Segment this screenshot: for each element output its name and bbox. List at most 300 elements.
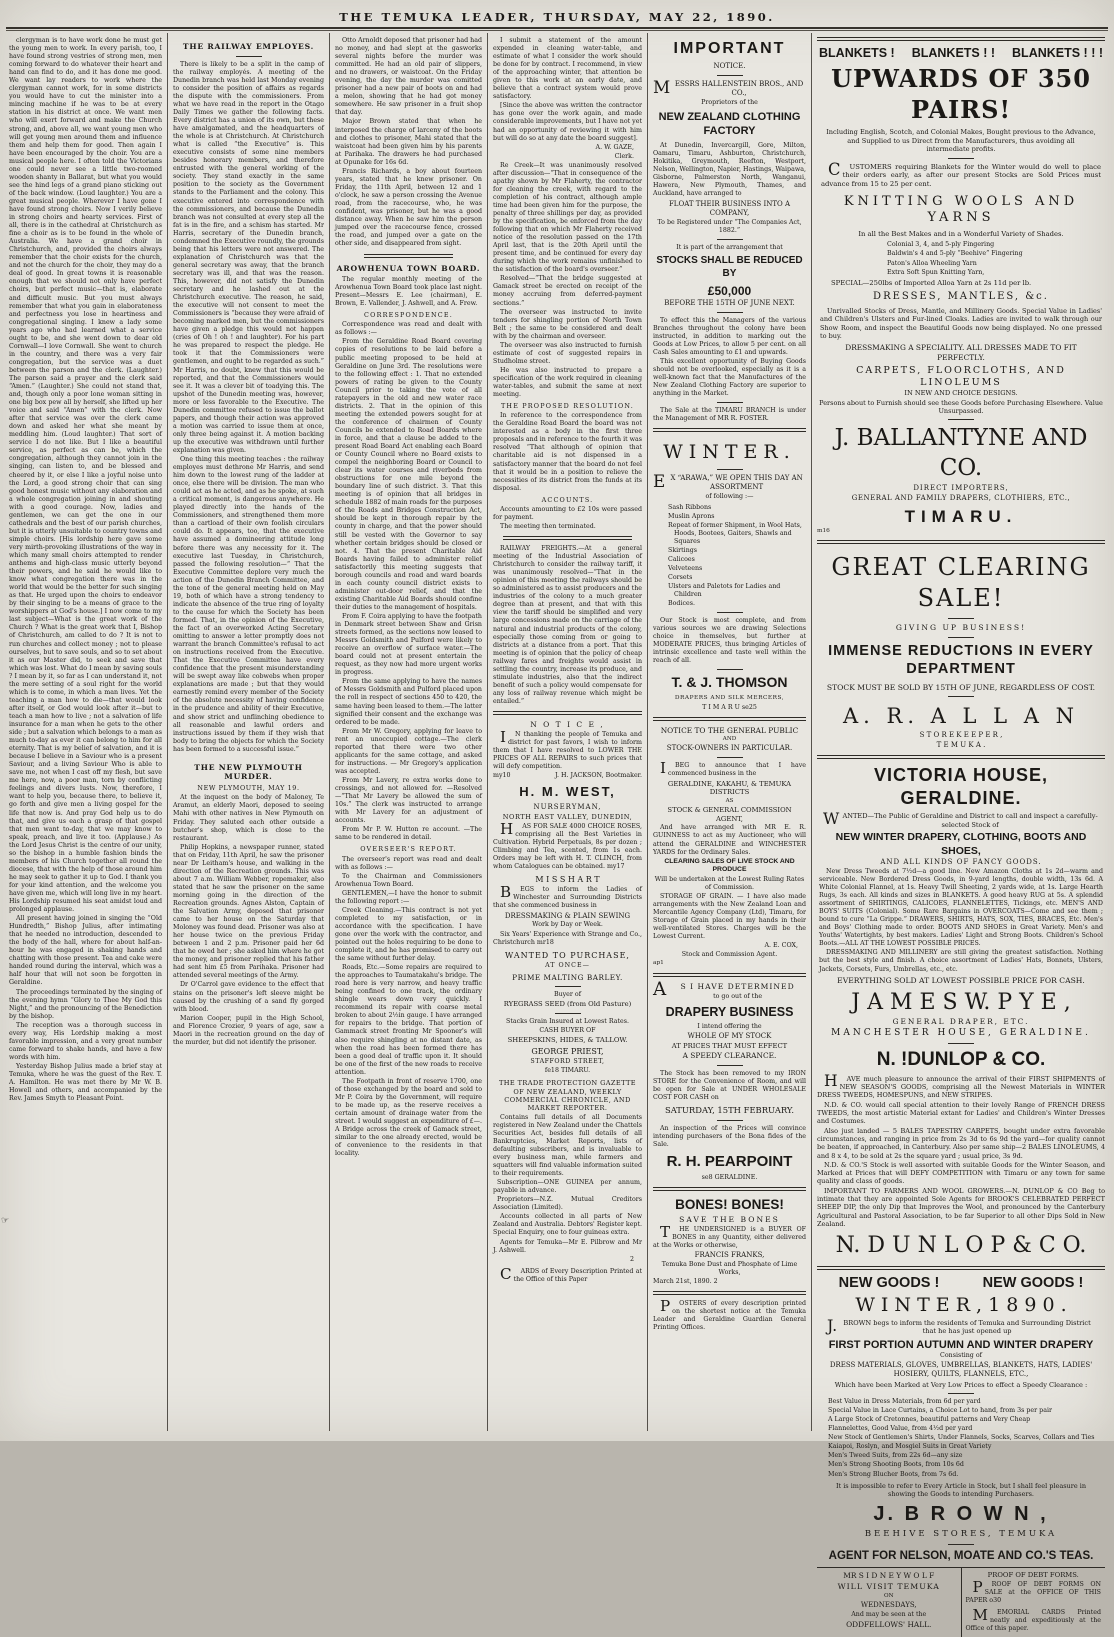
ad-date: March 21st, 1890. 2 xyxy=(653,1278,718,1286)
ad-line: STOCK & GENERAL COMMISSION AGENT, xyxy=(667,806,792,823)
ad-line: AGENT FOR NELSON, MOATE AND CO.'S TEAS. xyxy=(828,1549,1094,1562)
ad-line: AS xyxy=(725,797,734,804)
ad-line: Will be undertaken at the Lowest Ruling Rates of Commission. xyxy=(654,875,805,892)
paragraph: The reception was a thorough success in every way, His Lordship making a most favorable impression, and a very great number came forward to shake hands, and have a few words with him. xyxy=(9,1021,162,1061)
ad-rule xyxy=(948,1544,974,1545)
bottom-ads-row xyxy=(817,1567,1105,1637)
ad-line: BEEHIVE STORES, TEMUKA xyxy=(864,1528,1058,1539)
proposed-resolution xyxy=(493,412,642,492)
ad-body: DRESSMAKING AND MILLINERY are still giving the greatest satisfaction. Nothing but the best style and finish. A choice assortment of Ladies' Hats, Bonnets, Ulsters, Jackets, Corsets, Furs, Umbrellas, etc., etc. xyxy=(819,949,1103,973)
ad-body: HAVE much pleasure to announce the arrival of their FIRST SHIPMENTS of NEW SEASON'S GOODS, comprising all the Newest Materials in WINTER DRESS TWEEDS, HOMESPUNS, and NEW STRIPES. xyxy=(817,1071,1105,1100)
ad-headline: N. !DUNLOP & CO. xyxy=(876,1049,1046,1071)
ad-rule xyxy=(948,696,974,697)
paragraph: The overseer was instructed to invite tenders for shingling portion of North Town Belt ; the same to be considered and dealt with by the chairman and overseer. xyxy=(493,308,642,340)
ad-line: SAVE THE BONES xyxy=(679,1215,780,1225)
paragraph: All present having joined in singing the “Old Hundredth,” Bishop Julius, after intimating that he needed no introduction, descended to the body of the hall, where for about half-an-hour he was engaged in shaking hands and chatting with those present. Tea and cake were handed round during the interval, which was a half hour that will not soon be forgotten in Geraldine. xyxy=(9,915,162,987)
ad-rule xyxy=(717,1120,743,1121)
paragraph: Bodices. xyxy=(668,600,695,608)
paragraph: Dr O'Carrol gave evidence to the effect that stains on the prisoner's left sleeve might be caused by the crushing of a sand fly gorged with blood. xyxy=(173,981,324,1013)
ad-place: T E M U K A . xyxy=(936,741,986,750)
ad-line: CLEARING SALES OF LIVE STOCK AND PRODUCE xyxy=(664,857,795,874)
ad-line: It is impossible to refer to Every Article in Stock, but I shall feel pleasure in showing the Goods to intending Purchasers. xyxy=(835,1481,1087,1498)
column-4 xyxy=(488,33,648,1431)
ad-rule xyxy=(717,312,743,313)
ad-name: M I S S H A R T xyxy=(535,875,600,885)
ad-line: ON xyxy=(884,1592,894,1599)
ad-heading: NEW WINTER DRAPERY, CLOTHING, BOOTS AND SHOES, xyxy=(835,831,1087,857)
paragraph: The overseer was also instructed to furnish estimate of cost of suggested repairs in Studholme street. xyxy=(493,341,642,365)
ad-name: J. BALLANTYNE AND CO. xyxy=(834,425,1088,481)
section-rule xyxy=(653,1291,806,1295)
paragraph: From F. Coira applying to have the footpath in Denmark street between Shaw and Grisn streets formed, as the sections now leased to Messrs Goldsmith and Pulford were likely to receive an overflow of surface water.—The board could not at present entertain the request, as they now had more urgent works in progress. xyxy=(335,613,482,677)
ad-line: Work by Day or Week. xyxy=(532,921,603,929)
article-heading: THE RAILWAY EMPLOYES. xyxy=(182,42,315,51)
column-3 xyxy=(330,33,488,1431)
paragraph: Correspondence was read and dealt with as follows :— xyxy=(335,321,482,337)
ad-heading: WINTER. xyxy=(663,441,796,464)
ad-heading: NOTICE TO THE GENERAL PUBLIC xyxy=(660,725,799,735)
paragraph: There is likely to be a split in the camp of the railway employés. A meeting of the Dunedin branch was held last Monday evening to consider the position of affairs as regards the dispute with the commissioners. From what we have read in the report in the Otago Daily Times we gather the following facts. Every district has a union of its own, but these have amalgamated, and the headquarters of the whole is at Christchurch. At Christchurch what is called “the Executive” is. This executive consists of some nine members besides honorary members, and therefore entrusted with the general working of the society. They stand exactly in the same position to the society as the Government stands to the Parliament and the colony. This executive entered into correspondence with the commissioners, and because the Dunedin branch was not consulted at every step all the fat is in the fire, and a schism has started. Mr Harris, secretary of the Dunedin branch, condemned the Executive roundly, the grounds being that his letters were not answered. The explanation of Christchurch was that the general secretary was away, that the branch secretary was ill, and that was the reason. This, however, did not satisfy the Dunedin secretary and he lashed out at the Christchurch executive. The reason, he said, the executive will not consent to meet the Commissioners is “because they were afraid of becoming marked men, but the commissioners have given a pledge this would not happen (cries of Oh ! oh ! and laughter). For his part he was prepared to respect the pledge. He took it that the Commissioners were gentlemen, and ought to be regarded as such.” Mr Harris, no doubt, knew that this would be reported, and that the Commissioners would see it. It was a clever bit of toadying this. The upshot of the Dunedin meeting was, however, more or less favorable to the Executive. The Dunedin committee refused to issue the ballot papers, and though their action was approved a motion was carried to issue them at once, only three being against it. A motion backing up the executive was withdrawn until further explanation was given. xyxy=(173,60,324,454)
ad-rule xyxy=(717,1065,743,1066)
column-1 xyxy=(4,33,168,1431)
ad-rule xyxy=(717,75,743,76)
ad-line: to go out of the xyxy=(713,992,763,1000)
ad-line: Which have been Marked at Very Low Prices to effect a Speedy Clearance : xyxy=(834,1380,1088,1389)
ballantyne-ad xyxy=(817,46,1105,535)
paragraph: Yesterday Bishop Julius made a brief stay at Temuka, where he was the guest of the Rev. T. A. Hamilton. He was met there by Mr W. B. Howell and others, and accompanied by the Rev. James Smyth to Pleasant Point. xyxy=(9,1062,162,1103)
ad-line: AND xyxy=(722,736,737,743)
ad-line: SHEEPSKINS, HIDES, & TALLOW. xyxy=(507,1036,628,1045)
brown-newgoods-ad xyxy=(817,1275,1105,1564)
paragraph: Corsets xyxy=(668,574,693,582)
paragraph: Resolved—“That the bridge suggested at Gamack street be erected on receipt of the money accruing from deferred-payment sections.” xyxy=(493,275,642,307)
blankets-row xyxy=(819,46,1103,60)
accounts xyxy=(493,506,642,531)
ad-heading: IMMENSE REDUCTIONS IN EVERY DEPARTMENT xyxy=(828,642,1094,678)
cox-agent-ad xyxy=(653,726,806,968)
ad-line: Temuka Bone Dust and Phosphate of Lime Works, xyxy=(661,1261,798,1277)
ad-name: J. B R O W N , xyxy=(873,1503,1049,1526)
ad-line: Six Years' Experience with Strange and Co., Christchurch mr18 xyxy=(493,930,642,946)
paragraph: Extra Soft Spun Knitting Yarn, xyxy=(887,269,985,277)
paragraph: The regular monthly meeting of the Arowhenua Town Board took place last night. Present—Messrs E. Lee (chairman), E. Brown, E. Vallender, J. Ashwell, and A. Frew. xyxy=(335,275,482,308)
paragraph: Otto Arnoldt deposed that prisoner had had no money, and had slept at the gasworks several nights before the murder was committed. He had an old pair of slippers, and no drawers, or waistcoat. On the Friday evening, the day the murder was comitted prisoner had a new pair of boots on and had a melon, showing that he had got money somewhere. He saw prisoner in a fruit shop that day. xyxy=(335,37,482,117)
subheading: OVERSEER'S REPORT. xyxy=(360,845,457,854)
ad-line: STAFFORD STREET, xyxy=(530,1057,605,1065)
ad-line: FLOAT THEIR BUSINESS INTO A COMPANY, xyxy=(668,199,791,217)
dateline: NEW PLYMOUTH, MAY 19. xyxy=(197,784,300,793)
overseers-report xyxy=(335,873,482,1159)
ad-amount: £50,000 xyxy=(707,283,752,298)
paragraph: Sash Ribbons xyxy=(668,503,712,511)
ad-line: I intend offering the xyxy=(697,1022,762,1030)
ad-line: CASH BUYER OF xyxy=(539,1027,596,1035)
section-rule xyxy=(817,37,1105,41)
ad-body: And have arranged with MR E. R. GUINNESS to act as my Auctioneer, who will attend the GERALDINE and WINCHESTER YARDS for the Ordinary Sales. xyxy=(653,824,806,856)
paragraph: Muslin Aprons xyxy=(668,512,715,520)
ad-line: WANTED—The Public of Geraldine and District to call and inspect a carefully-selected Stock of xyxy=(823,809,1098,829)
ad-line: DRESSMAKING & PLAIN SEWING xyxy=(504,911,631,920)
ad-line: It is part of the arrangement that xyxy=(676,243,783,251)
ad-body: THE UNDERSIGNED is a BUYER OF BONES in any Quantity, either delivered at the Works or otherwise, xyxy=(653,1223,806,1250)
jackson-notice-ad xyxy=(493,720,642,780)
ad-line: EX “ARAWA,” WE OPEN THIS DAY AN ASSORTMENT xyxy=(653,470,803,491)
paragraph: The overseer's report was read and dealt with as follows :— xyxy=(335,855,482,871)
ad-ref: ap1 xyxy=(653,960,664,967)
ad-date: SATURDAY, 15TH FEBRUARY. xyxy=(664,1104,795,1115)
paragraph: To the Chairman and Commissioners Arowhenua Town Board. xyxy=(335,872,482,888)
inquest-continued xyxy=(335,37,482,248)
ad-body: Accounts collected in all parts of New Zealand and Australia. Debtors' Register kept. Special Enquiry, one to four guineas extra. xyxy=(493,1213,642,1237)
paragraph: Repeat of former Shipment, in Wool Hats, Hoods, Bootees, Gaiters, Shawls and Squares xyxy=(668,521,802,545)
ad-line: BLANKETS ! xyxy=(819,46,895,60)
ad-ref: m16 xyxy=(817,528,830,535)
ad-rule xyxy=(717,402,743,403)
ad-line: GENERAL AND FAMILY DRAPERS, CLOTHIERS, ETC., xyxy=(851,494,1071,503)
pointing-hand-icon: ☞ xyxy=(1,1216,10,1226)
ad-line: And may be seen at the xyxy=(851,1610,927,1618)
ad-rule xyxy=(717,469,743,470)
subheading: THE PROPOSED RESOLUTION. xyxy=(500,402,635,411)
ad-name: N. D U N L O P & C O. xyxy=(835,1233,1087,1259)
ad-body: IMPORTANT TO FARMERS AND WOOL GROWERS.—N. DUNLOP & CO Beg to intimate that they are appointed Sole Agents for BROOK'S CELEBRATED PERFECT SHEEP DIP, the only Dip that Improves the Wool, and pronounced by the Canterbury Agricultural and Pastoral Association, to be far Superior to all other Dips Sold in New Zealand. xyxy=(817,1186,1105,1229)
column-5 xyxy=(648,33,812,1431)
ad-body: IN thanking the people of Temuka and district for past favors, I wish to inform them that I have resolved to LOWER THE PRICES OF ALL REPAIRS to such prices that will defy competition. xyxy=(493,727,642,770)
ad-line: To be Registered under “The Companies Act, 1882.” xyxy=(657,218,802,234)
ad-rule xyxy=(717,239,743,240)
subheading: CORRESPONDENCE. xyxy=(364,311,453,320)
ad-heading: KNITTING WOOLS AND YARNS xyxy=(843,193,1079,226)
ad-rule xyxy=(948,1393,974,1394)
paragraph: The proceedings terminated by the singing of the evening hymn “Glory to Thee My God this Night,” and the pronouncing of the Benediction by the bishop. xyxy=(9,988,162,1020)
ad-line: In all the Best Makes and in a Wonderful Variety of Shades. xyxy=(858,230,1064,239)
paragraph: Skirtings xyxy=(668,546,698,554)
signature-role: Clerk. xyxy=(614,152,634,160)
ad-body: MEMORIAL CARDS Printed neatly and expeditiously at the Office of this paper. xyxy=(965,1606,1101,1633)
ad-name: FRANCIS FRANKS, xyxy=(694,1251,765,1260)
thomson-winter-ad xyxy=(653,440,806,711)
ad-name: MR S I D N E Y W O L F xyxy=(843,1571,935,1581)
goods-list xyxy=(817,1398,1105,1478)
ad-line: STOCK MUST BE SOLD BY 15TH OF JUNE, REGARDLESS OF COST. xyxy=(826,682,1096,692)
ad-line: Stacks Grain Insured at Lowest Rates. xyxy=(506,1017,629,1025)
paragraph: Major Brown stated that when he interposed the charge of larceny of the boots and clothes to prisoner, Mahi stated that the waistcoat had been given him by his parents at Parihaka. The drawers he had purchased at Opunake for 16s 6d. xyxy=(335,118,482,166)
winter-item-list xyxy=(653,504,806,609)
ad-headline: VICTORIA HOUSE, GERALDINE. xyxy=(873,765,1049,809)
ad-line: T I M A R U se25 xyxy=(702,703,757,711)
ad-body: The Stock has been removed to my IRON STORE for the Convenience of Room, and will be open for Sale at UNDER WHOLESALE COST FOR CASH on xyxy=(653,1069,806,1101)
ad-line: Proprietors—N.Z. Mutual Creditors Association (Limited). xyxy=(493,1196,642,1212)
paragraph: Calicoes xyxy=(668,555,695,563)
paragraph: Flannelettes, Good Value, from 4½d per yard xyxy=(828,1425,973,1433)
ad-rule xyxy=(717,669,743,670)
paragraph: A Large Stock of Cretonnes, beautiful patterns and Very Cheap xyxy=(828,1416,1031,1424)
board-resolutions xyxy=(493,162,642,399)
ad-place: MANCHESTER HOUSE, GERALDINE. xyxy=(831,1027,1091,1038)
paragraph: Men's Strong Shooting Boots, from 10s 6d xyxy=(828,1461,964,1469)
ad-name: T. & J. THOMSON xyxy=(671,674,788,691)
ad-line: DRESS MATERIALS, GLOVES, UMBRELLAS, BLANKETS, HATS, LADIES' HOSIERY, QUILTS, FLANNELS, ETC., xyxy=(829,1360,1093,1378)
ad-line: GERALDINE, KAKAHU, & TEMUKA DISTRICTS xyxy=(667,779,792,797)
ad-heading: DRESSES, MANTLES, &c. xyxy=(873,291,1049,303)
ad-name: J A M E S W. P Y E , xyxy=(851,990,1071,1016)
paragraph: Roads, Etc.—Some repairs are required to the approaches to Taumatakahu's bridge. The road here is very narrow, and heavy traffic being confined to one track, the ordinary shingle wears down very quickly. I recommend its repair with coarse metal broken to about 2½in gauge. I have arranged for repairs to the bridge. That portion of Gammack street fronting Mr Spooner's will also require shingling at no distant date, as when the road has been formed there has been a good deal of traffic upon it. It should be one of the first of the new roads to receive attention. xyxy=(335,964,482,1076)
wanted-purchase-ad xyxy=(493,951,642,1075)
ad-body: The Sale at the TIMARU BRANCH is under the Management of MR R. FOSTER. xyxy=(653,407,806,423)
masthead-rule xyxy=(6,27,1108,31)
column-6 xyxy=(812,33,1110,1633)
ad-ref: 2 xyxy=(629,1255,634,1263)
ad-line: AT PRICES THAT MUST EFFECT xyxy=(671,1041,788,1050)
ad-line: GENERAL DRAPER, ETC. xyxy=(892,1017,1030,1027)
ad-line: Subscription—ONE GUINEA per annum, payable in advance. xyxy=(493,1179,642,1195)
ad-body: PROOF OF DEBT FORMS ON SALE at the OFFICE OF THIS PAPER o30 xyxy=(965,1578,1101,1605)
ad-body: To effect this the Managers of the various Branches throughout the colony have been instructed, in addition to marking out the Goods at Low Prices, to allow 5 per cent. on all Cash Sales amounting to £1 and upwards. xyxy=(653,316,806,356)
ad-body: BEGS to inform the Ladies of Winchester and Surrounding Districts that she commenced business in xyxy=(493,883,642,910)
ad-line: DRAPERS AND SILK MERCERS, xyxy=(674,695,785,702)
paragraph: Ulsters and Paletots for Ladies and Children xyxy=(668,583,781,599)
ad-headline: GREAT CLEARING SALE! xyxy=(831,553,1091,613)
ad-body: IBEG to announce that I have commenced business in the xyxy=(660,759,806,778)
ad-line: WHOLE OF MY STOCK xyxy=(687,1031,772,1040)
columns xyxy=(4,33,1114,1633)
paragraph: From the same applying to have the names of Messrs Goldsmith and Pulford placed upon the roll in respect of sections 450 to 420, the same having been leased to them.—The latter signified their consent and the exchange was ordered to be made. xyxy=(335,678,482,726)
paragraph: Velveteens xyxy=(668,564,703,572)
ad-name: R. H. PEARPOINT xyxy=(666,1152,793,1170)
paragraph: From Mr Lavery, re extra works done to crossings, and not allowed for. —Resolved—“That Mr Lavery be allowed the sum of 10s.” The clerk was instructed to arrange with Mr Lavery for an adjustment of accounts. xyxy=(335,776,482,825)
ad-place: ODDFELLOWS' HALL. xyxy=(846,1619,932,1629)
ad-signature: A. E. COX, xyxy=(764,942,798,950)
ad-rule xyxy=(948,419,974,420)
article-heading: AROWHENUA TOWN BOARD. xyxy=(336,264,481,274)
ad-line: AND ALL KINDS OF FANCY GOODS. xyxy=(880,857,1042,866)
paragraph: Baldwin's 4 and 5-ply “Beehive” Fingering xyxy=(887,250,1023,258)
pearpoint-ad xyxy=(653,978,806,1182)
ad-heading: WANTED TO PURCHASE, xyxy=(505,950,630,960)
paragraph: Francis Richards, a boy about fourteen years, stated that he knew prisoner. On Friday, the 11th April, between 12 and 1 o'clock, he saw a person crossing the Avenue road, from the racecourse, who, he was confident, was prisoner, but he was a good distance away. When he saw him the person jumped over the racecourse fence, crossed the road, and jumped over a gate on the other side, and disappeared from sight. xyxy=(335,167,482,248)
paragraph: New Stock of Gentlemen's Shirts, Under Flannels, Socks, Scarves, Collars and Ties xyxy=(828,1434,1095,1442)
ad-line: Including English, Scotch, and Colonial Makes, Bought previous to the Advance, and Supplied to us Direct from the Manufacturers, thus avoiding all intermediate profits. xyxy=(826,128,1096,154)
ad-line: RYEGRASS SEED (from Old Pasture) xyxy=(503,1000,632,1009)
paragraph: Accounts amounting to £2 10s were passed for payment. xyxy=(493,505,642,521)
paragraph: I submit a statement of the amount expended in cleaning water-table, and estimate of what I consider the work should be done for by contract. I recommend, in view of the approaching winter, that attention be given to this work at an early date, and believe that a contract system would prove satisfactory. xyxy=(493,37,642,101)
ad-rule xyxy=(948,1043,974,1044)
sidney-wolf-ad xyxy=(817,1568,962,1637)
ad-heading: BONES! BONES! xyxy=(675,1197,784,1213)
cards-notice: CARDS of Every Description Printed at the Office of this Paper xyxy=(500,1264,642,1283)
ad-rule xyxy=(717,612,743,613)
section-rule xyxy=(653,428,806,432)
ad-ref: my10 xyxy=(493,771,511,779)
paragraph: He was also instructed to prepare a specification of the work required in cleaning water-tables, and submit the same at next meeting. xyxy=(493,366,642,399)
ad-headline: UPWARDS OF 350 PAIRS! xyxy=(831,64,1091,124)
ad-line: Consisting of xyxy=(940,1351,982,1359)
ad-line: BLANKETS ! ! xyxy=(911,46,996,60)
ad-heading: STOCK-OWNERS IN PARTICULAR. xyxy=(666,744,793,753)
ad-heading: FIRST PORTION AUTUMN AND WINTER DRAPERY xyxy=(828,1338,1094,1351)
ad-line: Agents for Temuka—Mr E. Pilbrow and Mr J. Ashwell. xyxy=(493,1238,642,1254)
section-rule xyxy=(817,755,1105,759)
ad-name: H. M. WEST, xyxy=(519,783,616,799)
ad-line: BLANKETS ! ! ! xyxy=(1012,46,1103,60)
paragraph: From the Geraldine Road Board covering copies of resolutions to be laid before a public meeting proposed to be held at Geraldine on June 3rd. The resolutions were to the following effect : 1. That no extended powers of rating be given to the County Council prior to taking the vote of all ratepayers in the old and new water race districts. 2. That in the opinion of this meeting the extended powers sought for at the conference of chairmen of County Councils be extended to Road Boards where in force, and that a clause be added to the present Road Board Act enabling each Board or County Council where no Board exists to compel the neighboring Board or Council to clear its water courses and riverbeds from obstructions for one mile beyond the boundary line of such district. 3. That this meeting is of opinion that all bridges in schedule 1882 of main roads for the purposes of the Roads and Bridges Construction Act, should be kept in thorough repair by the county in charge, and that the power should still be vested with the Governor to say whether certain bridges should be closed or not. 4. That the present Charitable Aid Boards having failed to administer relief satisfactorily this meeting suggests that borough councils and road and ward boards in each county council district exists to administer out-door relief, and that the existing Charitable Aid Boards should confine their duties to the management of hospitals. xyxy=(335,338,482,611)
ad-line: NURSERYMAN, xyxy=(533,803,602,812)
paragraph: The meeting then terminated. xyxy=(500,523,596,530)
ad-heading: PROOF OF DEBT FORMS. xyxy=(987,1571,1079,1580)
ad-heading: N O T I C E , xyxy=(530,719,605,729)
paragraph: From Mr P. W. Hutton re account. —The same to be rendered in detail. xyxy=(335,826,482,842)
hallenstein-ad xyxy=(653,39,806,423)
ad-rule xyxy=(948,158,974,159)
trade-gazette-ad xyxy=(493,1079,642,1264)
paragraph: From Mr W. Gregory, applying for leave to rent an unoccupied cottage.—The clerk reported that there were two other applicants for the same cottage, and asked for instructions. — Mr Gregory's application was accepted. xyxy=(335,727,482,775)
paragraph: Special Value in Lace Curtains, a Choice Lot to hand, from 3s per pair xyxy=(828,1407,1052,1415)
section-rule xyxy=(364,254,452,258)
ad-line: Persons about to Furnish should see these Goods before Purchasing Elsewhere. Value Unsurpassed. xyxy=(819,398,1103,416)
ad-rule xyxy=(555,1013,581,1014)
ad-body: N.D. & CO.'S Stock is well assorted with suitable Goods for the Winter Season, and Marked at Prices that will DEFY COMPETITION with Timaru or any town for same quality and class of goods. xyxy=(817,1160,1105,1186)
correspondence xyxy=(335,338,482,842)
railway-employes-article xyxy=(173,61,324,754)
allan-clearing-ad xyxy=(817,552,1105,750)
ad-line: AS I HAVE DETERMINED xyxy=(653,978,795,1000)
ad-line: PRIME MALTING BARLEY. xyxy=(512,972,623,982)
ad-body: Also just landed — 5 BALES TAPESTRY CARPETS, bought under extra favorable circumstances, and ranging in price from 2s 3d to 6s 9d the yard—for quality cannot be beaten, if approached, in Canterbury. Also per same ship—2 BALES LINOLEUMS, 4 and 8 x 4, to be sold at 2s the square yard ; usual price, 3s 9d. xyxy=(817,1126,1105,1160)
ad-line: MESSRS HALLENSTEIN BROS., AND CO., xyxy=(653,77,804,98)
ad-rule xyxy=(948,618,974,619)
ad-rule xyxy=(555,986,581,987)
new-plymouth-murder-article xyxy=(173,794,324,1046)
ad-rule xyxy=(948,637,974,638)
section-rule xyxy=(653,1187,806,1191)
section-rule xyxy=(817,1266,1105,1270)
ad-line: Buyer of xyxy=(553,991,582,999)
ad-line: J.BROWN begs to inform the residents of Temuka and Surrounding District that he has just opened up xyxy=(827,1315,1091,1336)
ad-line: GIVING UP BUSINESS! xyxy=(895,622,1027,632)
ad-name: NEW ZEALAND CLOTHING FACTORY xyxy=(658,111,801,138)
column-2 xyxy=(168,33,330,1431)
report-continued xyxy=(493,37,642,143)
paragraph: GENTLEMEN,—I have the honor to submit the following report :— xyxy=(335,889,482,905)
ad-line: S T O R E K E E P E R , xyxy=(919,731,1003,740)
paragraph: The Footpath in front of reserve 1700, one of those exchanged by the board and sold to Mr P. Coira by the Government, will require to be made up, as the reserve receives a certain amount of drainage water from the street. I would suggest an expenditure of £—. A Bridge across the creek of Gamack street, similar to the one already erected, would be of convenience to the residents in that locality. xyxy=(335,1077,482,1158)
ad-line: of following :— xyxy=(705,492,754,500)
ad-line: Proprietors of the xyxy=(701,99,758,107)
paragraph: One thing this meeting teaches : the railway employes must dethrone Mr Harris, and send him down to the lowest rung of the ladder at once, else there will be division. The man who could act as he acted, and as he spoke, at such a critical moment, is dangerous anywhere. He played directly into the hands of the Commissioners, and strengthened them more than a cartload of their own foolish circulars could do. It appears, too, that the executive have assumed a domineering attitude long before there was any necessity for it. The executive last Tuesday, in Christchurch, passed the following resolution—“ That the Executive Committee deplore very much the action of the Dunedin Branch Committee, and the tone of the general meeting held on May 19, both of which have a strong tendency to indicate the absence of the true ring of loyalty to the cause for which the Society has been formed. That, in the opinion of the Executive, the fact of an overworked Acting Secretary omitting to answer a letter promptly does not warrant the branch Committee's refusal to act on instructions received from the Executive. That the Executive Committee have every confidence that the present misunderstanding will be swept away like cobwebs when proper explanations are made ; but that they would earnestly remind every member of the Society of the absolute necessity of having confidence in the prudence and ability of their Executive, and show strict and unflinching obedience to all reasonable and lawful orders and instructions issued by them if they wish that body to bring the objects for which the Society has been formed to a successful issue.” xyxy=(173,456,324,753)
paragraph: In reference to the correspondence from the Geraldine Road Board the board was not interested as a body in the first three proposals and in reference to the fourth it was resolved “That although of opinion that charitable aid is not dispensed in a satisfactory manner that the board do not feel that it would be in a position to relieve the necessities of its district from the funds at its disposal. xyxy=(493,412,642,492)
paragraph: Re Creek—It was unanimously resolved after discussion—“That in consequence of the apathy shown by Mr Flaherty, the contractor for cleaning the creek, with regard to the completion of his contract, although ample time had been given him for the purpose, the penalty of three shillings per day, as provided by the specification, be enforced from the day following that on which Mr Flaherty received notice of the resolution passed on the 17th April last, that is the 20th April until the present time, and be continued for every day during which the work remains unfinished to the satisfaction of the board's overseer.” xyxy=(493,161,642,274)
ad-signature: J. H. JACKSON, Bootmaker. xyxy=(554,771,642,779)
new-goods-row xyxy=(817,1275,1105,1291)
bishop-julius-article xyxy=(9,37,162,1103)
ad-line: STOCKS SHALL BE REDUCED BY xyxy=(656,254,803,279)
ad-body: Contains full details of all Documents registered in New Zealand under the Chattels Securities Act, besides full details of all Bankruptcies, Market Reports, lists of defaulting subscribers, and is invaluable to every business man, while farmers and squatters will find valuable information suited to their requirements. xyxy=(493,1113,642,1178)
ad-line: DIRECT IMPORTERS, xyxy=(913,484,1009,493)
pye-ad xyxy=(817,989,1105,1044)
heading-rule xyxy=(236,56,262,57)
ad-line: NEW GOODS ! xyxy=(982,1274,1084,1291)
ad-line: fe18 TIMARU. xyxy=(544,1067,591,1075)
ad-heading: CARPETS, FLOORCLOTHS, AND LINOLEUMS xyxy=(856,365,1066,389)
subheading: ACCOUNTS. xyxy=(541,495,594,504)
ad-body: STORAGE OF GRAIN. — I have also made arrangements with the New Zealand Loan and Mercantile Agency Company (Ltd), Timaru, for Storage of Grain placed in my hands in their well-ventilated Stores. Charges will be the Lowest Current. xyxy=(653,893,806,941)
ad-body: New Dress Tweeds at 7½d—a good line. New Amazon Cloths at 1s 2d—warm and serviceable. New Bordered Dress Goods, in 9-yard lengths, double width, 13s 6d. A White Colonial Flannel, at 1s. Heavy Twill Sheeting, 2 yards wide, at 1s. Large Hearth Rugs, 3s each. All kinds and sizes in BLANKETS. A good heavy RUG at 5s. A splendid assortment of SHIRTINGS, CALICOES, FLANNELETTES, Tickings, etc. MEN'S AND BOYS' SUITS (Colonial). Some Rare Bargains in OVERCOATS—Come and see them ; bound to cure “La Grippe.” DRAWERS, SHIRTS, HATS, SOX, TIES, BRACES, Etc. Men's and Boys' Clothing made to order. BOOTS AND SHOES in Great Variety. Men's and Youths' Watertights, by best makers. Ladies' Light and Strong Boots. Children's School Boots.—ALL AT THE LOWEST POSSIBLE PRICES. xyxy=(819,867,1103,948)
ad-body: This excellent opportunity of Buying Goods should not be overlooked, especially as it is a well-known fact that the Manufactures of the New Zealand Clothing Factory are superior to anything in the Market. xyxy=(653,358,806,398)
paragraph: Kaiapoi, Roslyn, and Mosgiel Suits in Great Variety xyxy=(828,1443,992,1451)
section-rule xyxy=(653,973,806,977)
ad-line: WEDNESDAYS, xyxy=(860,1600,917,1609)
yarn-list xyxy=(817,241,1105,278)
ad-line: NOTICE. xyxy=(713,62,746,71)
paragraph: Paton's Alloa Wheeling Yarn xyxy=(887,259,977,267)
ad-body: An inspection of the Prices will convince intending purchasers of the Bona fides of the Sale. xyxy=(653,1124,806,1148)
debt-forms-ad xyxy=(962,1568,1106,1637)
paragraph: Men's Strong Blucher Boots, from 7s 6d. xyxy=(828,1470,959,1478)
paragraph: At the inquest on the body of Maloney, Te Aramut, an elderly Maori, deposed to seeing Mahi with other natives in New Plymouth on Friday. They saluted each other outside a butcher's shop, which is close to the restaurant. xyxy=(173,794,324,842)
ad-rule xyxy=(717,757,743,758)
ad-body: N.D. & CO. would call special attention to their lovely Range of FRENCH DRESS TWEEDS, the most artistic Material extant for Ladies' and Children's Winter Dresses and Costumes. xyxy=(817,1100,1105,1126)
ad-place: TIMARU. xyxy=(904,507,1018,527)
ad-line: AT ONCE— xyxy=(545,961,590,969)
ad-line: BEFORE THE 15TH OF JUNE NEXT. xyxy=(664,298,795,307)
paragraph: Colonial 3, 4, and 5-ply Fingering xyxy=(887,240,995,248)
ad-body: Our Stock is most complete, and from various sources we are drawing Selections choice in themselves, but further at MODERATE PRICES, thus bringing Articles of intrinsic excellence and taste well within the reach of all. xyxy=(653,617,806,665)
ad-line: DRESSMAKING A SPECIALITY. ALL DRESSES MADE TO FIT PERFECTLY. xyxy=(845,343,1077,362)
signature: A. W. GAZE, xyxy=(595,143,634,151)
ad-line: A SPEEDY CLEARANCE. xyxy=(682,1051,777,1061)
paragraph: [Since the above was written the contractor has gone over the work again, and made considerable improvements, but I have not yet had an opportunity of reviewing it with him but will do so at any date the board suggest]. xyxy=(493,102,642,142)
bones-ad xyxy=(653,1196,806,1286)
ad-name: A. R. A L L A N xyxy=(843,704,1079,729)
masthead-title: THE TEMUKA LEADER, THURSDAY, MAY 22, 1890. xyxy=(339,10,775,24)
ad-heading: THE TRADE PROTECTION GAZETTE OF NEW ZEALAND, WEEKLY COMMERCIAL CHRONICLE, AND MARKET REPORTER. xyxy=(498,1079,637,1113)
ad-headline: W I N T E R , 1 8 9 0 . xyxy=(855,1293,1067,1316)
dunlop-ad xyxy=(817,1048,1105,1260)
paragraph: Men's Tweed Suits, from 22s 6d—any size xyxy=(828,1452,963,1460)
posters-notice: POSTERS of every description printed on the shortest notice at the Temuka Leader and Geraldine Guardian General Printing Offices. xyxy=(653,1297,806,1332)
ad-body: CUSTOMERS requiring Blankets for the Winter would do well to place their orders early, as after our present Stocks are Sold Prices must advance from 15 to 25 per cent. xyxy=(821,159,1101,189)
paragraph: Best Value in Dress Materials, from 6d per yard xyxy=(828,1398,981,1406)
ad-body: Unrivalled Stocks of Dress, Mantle, and Millinery Goods. Special Value in Ladies' and Children's Ulsters and Fur-lined Cloaks. Ladies are invited to walk through our Show Room, and inspect the Beautiful Goods now being displayed. No one pressed to buy. xyxy=(820,306,1102,340)
section-rule xyxy=(493,711,642,715)
ad-line: Stock and Commission Agent. xyxy=(681,951,778,959)
paragraph: Creek Cleaning.—This contract is not yet completed to my satisfaction, or in accordance with the specification. I have gone over the work with the contractor, and pointed out the holes requiring to be done to complete it, and he has promised to carry out the same without further delay. xyxy=(335,906,482,963)
ad-line: IN NEW AND CHOICE DESIGNS. xyxy=(904,389,1018,398)
paragraph: Philip Hopkins, a newspaper runner, stated that on Friday, 11th April, he saw the prisoner near Dr Leitham's house, and walking in the direction of the Recreation grounds. This was about 7 a.m. William Webber, ropemaker, also stated that he saw the prisoner on the same morning going in the direction of the Recreation grounds. Agnes Alston, Captain of the Salvation Army, deposed that prisoner came to her house on the Saturday that Moloney was found dead. Prisoner was also at her house twice on the previous Friday between 1 and 2 p.m. Prisoner paid her 6d that he owed her ; she asked him where he got the money, and prisoner replied that his father had sent him £5 from Parihaka. Prisoner had attended several meetings of the Army. xyxy=(173,843,324,980)
miss-hart-ad xyxy=(493,875,642,946)
ad-name: GEORGE PRIEST, xyxy=(531,1046,604,1056)
victoria-house-ad xyxy=(817,764,1105,985)
railway-freights-item: RAILWAY FREIGHTS.—At a general meeting of the Industrial Association of Christchurch to consider the railway tariff, it was unanimously resolved—“That in the opinion of this meeting the railways should be so administered as to assist producers and the industries of the colony to a much greater degree than at present, and that with this view the tariff should be simplified and very large concessions made on the carriage of the natural and industrial products of the colony, especially those coming from or going to districts at a distance from a port. That this meeting is of opinion that the policy of cheap railway fares and freights would assist in settling the country, increase its produce, and stimulate industries, also that the indirect benefit of such a policy would compensate for any loss of railway revenue which might be entailed.” xyxy=(493,545,642,705)
ad-body: At Dunedin, Invercargill, Gore, Milton, Oamaru, Timaru, Ashburton, Christchurch, Hokitika, Greymouth, Reefton, Westport, Nelson, Wellington, Napier, Hastings, Waipawa, Gisborne, Palmerston North, Wanganui, Hawera, New Plymouth, Thames, and Auckland, have arranged to xyxy=(653,141,806,197)
ad-line: WILL VISIT TEMUKA xyxy=(837,1581,940,1591)
section-rule xyxy=(653,717,806,721)
section-rule xyxy=(503,536,632,540)
ad-body: HAS FOR SALE 4000 CHOICE ROSES, comprising all the Best Varieties in Cultivation. Hybrid Perpetuals, 8s per dozen ; Climbing and Tea, scented, from 1s each. Orders may be left with H. T. CLINCH, from whom Catalogues can be obtained. my17 xyxy=(493,819,642,871)
ad-line: SPECIAL—250lbs of Imported Alloa Yarn at 2s 11d per lb. xyxy=(831,279,1032,288)
ad-line: se8 GERALDINE. xyxy=(701,1174,758,1182)
ad-line: NORTH EAST VALLEY, DUNEDIN, xyxy=(502,813,633,822)
west-nurseryman-ad xyxy=(493,784,642,871)
article-heading: THE NEW PLYMOUTH MURDER. xyxy=(194,762,303,782)
paragraph: clergyman is to have work done he must get the young men to work. In every parish, too, I have found strong vestries of strong men, men coming forward to do whatever their heart and hand can find to do, and it has done me good. We want lay readers to work where the clergyman cannot work, for in some districts you would have to cut the minister into a mincing machine if he was to be at every station in his district at once. We want men who will exert forward and make the Church strong, and, above all, we want young men who will get young men around them and influence them and help them for good. Then again I have been encouraged by the choir. You are a musical people here. I often told the Victorians one could never see a little two-roomed wooden shanty in Ballarat, but what you would see the hind legs of a grand piano sticking out of the back window. (Loud laughter.) You are a great musical people. Wherever I have gone I have found strong choirs. Now I verily believe in strong choirs and hearty services. First of all, there is in the cathedral at Christchurch as fine a choir as is to be found in the whole of Australia. We have a grand choir in Christchurch, and, provided the choirs always remember that the choir exists for the church, and not the church for the choir, they may do a deal of good. In great towns it is reasonable enough that we should not only have perfect choirs, but perfect music—that is, elaborate and difficult music. But you must always remember that what you gain in elaborateness and perfectness you lose in heartiness and congregational singing. I knew a lady some years ago who had learned what a service ought to be, and she went down to dear old Cornwall—I love Cornwall. She went to church in the country, and there was a very fair congregation, but the service was a duet between the parson and the clerk. (Laughter.) The parson said a prayer and the clerk said “Amen.” (Laughter.) She could not stand that, and, though only a poor lone woman sitting in one big box pew all by herself, she lifted up her voice and said “Amen” with the clerk. Now after that service was over the clerk came down and asked her what she meant by meddling him. (Loud laughter.) That sort of service I do not like. But I like a beautiful service, as perfect as can be, which the congregation, although they cannot join in the singing, can listen to, and be blessed and cheered by it, or else I like a joyful noise unto the Lord, a good strong choir that can sing good honest music without any elaboration and a whole congregation joining in and shouting with a good courage. Now, ladies and gentlemen, we can get the one in our cathedrals and the best of our parish churches, but it is utterly unsuitable to country towns and simple choirs. [His lordship here gave some very mirth-provoking illustrations of the way in which many small choirs attempted to render anthems and high-class music utterly beyond their powers, and he said he would like to know what congregation there was in the world that would be the better for such singing as that. He urged upon the choirs to endeavor by their singing to be a means of grace to the worshippers at God's house.] I now come to my last subject—What is the great work of the Church ? What is the great work that I, Bishop of Christchurch, am called to do ? It is not to run churches and collect money ; not to please ourselves, but to save souls, and so to set about it as our Master did, to seek and save that which was lost. What do I mean by saving souls ? I mean by it, so far as I can understand it, not the mere setting of a soul right for the world which is to come, in which a man lives. Yet the teaching a man how to die—that would look after itself, or God would look after it—but to teach a man how to live ; not a salvation of life insurance for a man when he gets to the other side ; but a salvation which belongs to a man as much to-day as ever it can belong to him for all eternity. That is my belief of salvation, and it is because I believe in a Saviour who is a present Saviour, and a living Saviour Who is able to save me, not when I cast off my flesh, but save me here, now, a poor man, torn by conflicting feelings and divers lusts. Now, therefore, I want to help you, because there, to believe it, go forth and give men a living gospel for the life that now is. And pray God help us to do that, and give us each a grasp of that gospel that men want to-day, that we may know to speak, preach, and live it too. (Applause.) As the Lord Jesus Christ is the centre of our unity, so the bishop in a humble fashion binds the members of his Church together all round the diocese, that with the help of those around him he may seek to gather it up to God. I thank you for your kind attention, and the welcome you have given me, which will long live in my heart. His Lordship resumed his seat amidst loud and prolonged applause. xyxy=(9,37,162,914)
ad-line: EVERYTHING SOLD AT LOWEST POSSIBLE PRICE FOR CASH. xyxy=(837,975,1085,985)
ad-heading: DRAPERY BUSINESS xyxy=(665,1004,794,1019)
ad-heading: IMPORTANT xyxy=(673,40,786,57)
ad-line: NEW GOODS ! xyxy=(838,1274,940,1291)
section-rule xyxy=(817,540,1105,544)
paragraph: Marion Cooper, pupil in the High School, and Florence Crozier, 9 years of age, saw a Maori in the recreation ground on the day of the murder, but did not identify the prisoner. xyxy=(173,1014,324,1046)
